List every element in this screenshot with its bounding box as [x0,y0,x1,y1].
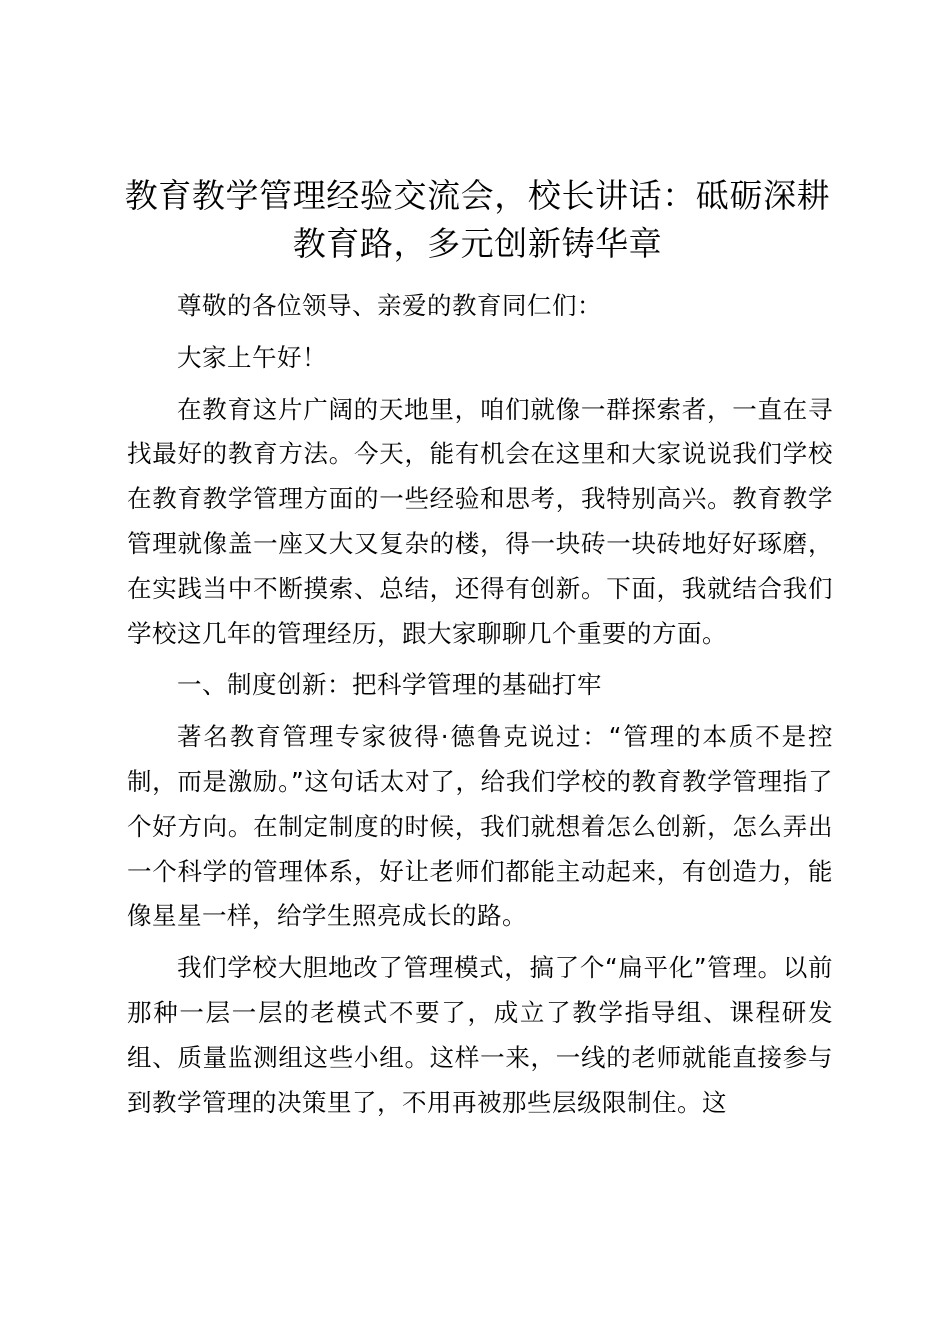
body-paragraph: 我们学校大胆地改了管理模式，搞了个“扁平化”管理。以前那种一层一层的老模式不要了，成立了教学指导组、课程研发组、质量监测组这些小组。这样一来，一线的老师就能直接参与到教学管理的决策里了，不用再被那些层级限制住。这 [127,953,833,1117]
intro-paragraph: 在教育这片广阔的天地里，咱们就像一群探索者，一直在寻找最好的教育方法。今天，能有机会在这里和大家说说我们学校在教育教学管理方面的一些经验和思考，我特别高兴。教育教学管理就像盖一座又大又复杂的楼，得一块砖一块砖地好好琢磨，在实践当中不断摸索、总结，还得有创新。下面，我就结合我们学校这几年的管理经历，跟大家聊聊几个重要的方面。 [127,394,833,648]
salutation: 尊敬的各位领导、亲爱的教育同仁们： [177,291,602,320]
document-title: 教育教学管理经验交流会，校长讲话：砥砺深耕教育路，多元创新铸华章 [124,176,831,263]
document-body [127,284,833,1132]
greeting: 大家上午好！ [177,342,327,372]
body-paragraph: 著名教育管理专家彼得·德鲁克说过：“管理的本质不是控制，而是激励。”这句话太对了，给我们学校的教育教学管理指了个好方向。在制定制度的时候，我们就想着怎么创新，怎么弄出一个科学的管理体系，好让老师们都能主动起来，有创造力，能像星星一样，给学生照亮成长的路。 [127,722,833,931]
section-heading-1: 一、制度创新：把科学管理的基础打牢 [177,670,602,700]
